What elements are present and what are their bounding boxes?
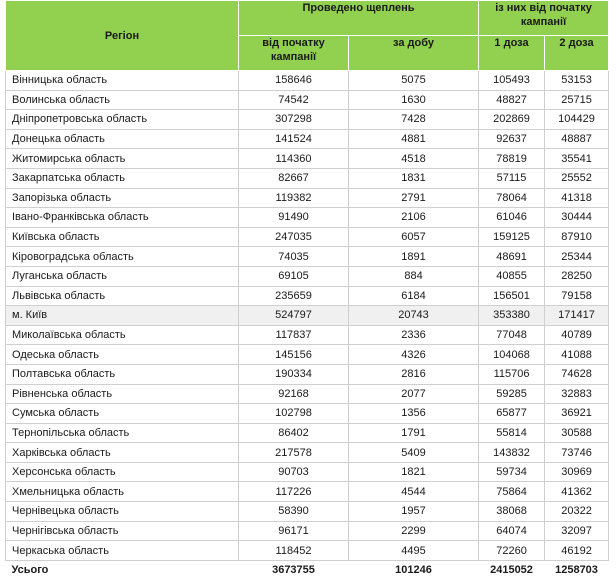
cell-per-day: 2791 xyxy=(349,188,479,208)
total-per-day: 101246 xyxy=(395,564,432,577)
cell-dose1: 105493 xyxy=(479,71,545,91)
table-body xyxy=(6,71,609,580)
header-since-start: від початку кампанії xyxy=(239,36,349,71)
table-row xyxy=(6,168,609,188)
cell-since-start: 235659 xyxy=(239,286,349,306)
cell-dose2: 48887 xyxy=(545,129,609,149)
cell-per-day: 20743 xyxy=(349,306,479,326)
cell-dose2: 40789 xyxy=(545,325,609,345)
cell-dose1: 115706 xyxy=(479,364,545,384)
region-name: Луганська область xyxy=(6,266,239,286)
cell-since-start: 86402 xyxy=(239,423,349,443)
cell-dose2: 79158 xyxy=(545,286,609,306)
cell-dose1: 59734 xyxy=(479,462,545,482)
table-row xyxy=(6,482,609,502)
cell-per-day: 4544 xyxy=(349,482,479,502)
total-dose1: 2415052 xyxy=(490,564,533,577)
table-row xyxy=(6,247,609,267)
cell-dose2: 104429 xyxy=(545,110,609,130)
table-row xyxy=(6,227,609,247)
cell-dose1: 48827 xyxy=(479,90,545,110)
cell-dose2: 46192 xyxy=(545,541,609,561)
cell-dose2: 35541 xyxy=(545,149,609,169)
cell-per-day: 4495 xyxy=(349,541,479,561)
cell-since-start: 117226 xyxy=(239,482,349,502)
region-name: Закарпатська область xyxy=(6,168,239,188)
table-row xyxy=(6,521,609,541)
table-row xyxy=(6,384,609,404)
cell-since-start: 69105 xyxy=(239,266,349,286)
cell-since-start: 114360 xyxy=(239,149,349,169)
cell-dose2: 25344 xyxy=(545,247,609,267)
region-name: Рівненська область xyxy=(6,384,239,404)
cell-dose1: 202869 xyxy=(479,110,545,130)
cell-dose2: 32883 xyxy=(545,384,609,404)
cell-dose2: 25552 xyxy=(545,168,609,188)
cell-per-day: 1831 xyxy=(349,168,479,188)
vaccination-table-container xyxy=(5,0,608,579)
cell-dose2: 32097 xyxy=(545,521,609,541)
region-name: Чернівецька область xyxy=(6,502,239,522)
region-name: Житомирська область xyxy=(6,149,239,169)
cell-per-day: 2299 xyxy=(349,521,479,541)
cell-dose2: 171417 xyxy=(545,306,609,326)
cell-since-start: 118452 xyxy=(239,541,349,561)
region-name: Львівська область xyxy=(6,286,239,306)
total-dose2: 1258703 xyxy=(555,564,598,577)
cell-dose1: 353380 xyxy=(479,306,545,326)
cell-since-start: 74542 xyxy=(239,90,349,110)
total-row xyxy=(6,560,609,579)
cell-since-start: 247035 xyxy=(239,227,349,247)
cell-per-day: 2816 xyxy=(349,364,479,384)
cell-per-day: 7428 xyxy=(349,110,479,130)
table-row xyxy=(6,443,609,463)
cell-per-day: 1630 xyxy=(349,90,479,110)
region-name: Тернопільська область xyxy=(6,423,239,443)
cell-dose2: 41318 xyxy=(545,188,609,208)
region-name: Київська область xyxy=(6,227,239,247)
cell-since-start: 58390 xyxy=(239,502,349,522)
table-row xyxy=(6,541,609,561)
cell-since-start: 145156 xyxy=(239,345,349,365)
region-name: м. Київ xyxy=(6,306,239,326)
cell-dose1: 156501 xyxy=(479,286,545,306)
cell-since-start: 524797 xyxy=(239,306,349,326)
cell-since-start: 158646 xyxy=(239,71,349,91)
region-name: Кіровоградська область xyxy=(6,247,239,267)
table-row xyxy=(6,71,609,91)
table-row xyxy=(6,306,609,326)
cell-dose1: 38068 xyxy=(479,502,545,522)
table-row xyxy=(6,502,609,522)
cell-since-start: 190334 xyxy=(239,364,349,384)
cell-dose2: 36921 xyxy=(545,404,609,424)
cell-since-start: 96171 xyxy=(239,521,349,541)
cell-dose2: 74628 xyxy=(545,364,609,384)
region-name: Херсонська область xyxy=(6,462,239,482)
cell-dose1: 143832 xyxy=(479,443,545,463)
header-dose2: 2 доза xyxy=(545,36,609,71)
table-row xyxy=(6,404,609,424)
cell-per-day: 1791 xyxy=(349,423,479,443)
table-row xyxy=(6,208,609,228)
table-row xyxy=(6,462,609,482)
region-name: Миколаївська область xyxy=(6,325,239,345)
table-row xyxy=(6,266,609,286)
cell-dose1: 55814 xyxy=(479,423,545,443)
cell-dose1: 40855 xyxy=(479,266,545,286)
cell-since-start: 90703 xyxy=(239,462,349,482)
table-header xyxy=(6,1,609,71)
header-dose1: 1 доза xyxy=(479,36,545,71)
cell-dose1: 78819 xyxy=(479,149,545,169)
region-name: Харківська область xyxy=(6,443,239,463)
table-row xyxy=(6,188,609,208)
header-vaccinations: Проведено щеплень xyxy=(239,1,479,36)
cell-dose2: 30444 xyxy=(545,208,609,228)
region-name: Волинська область xyxy=(6,90,239,110)
cell-dose2: 30588 xyxy=(545,423,609,443)
region-name: Полтавська область xyxy=(6,364,239,384)
cell-dose2: 28250 xyxy=(545,266,609,286)
table-row xyxy=(6,129,609,149)
cell-dose1: 48691 xyxy=(479,247,545,267)
cell-dose1: 92637 xyxy=(479,129,545,149)
cell-per-day: 5075 xyxy=(349,71,479,91)
cell-per-day: 5409 xyxy=(349,443,479,463)
header-region: Регіон xyxy=(6,1,239,71)
cell-per-day: 6057 xyxy=(349,227,479,247)
cell-dose1: 159125 xyxy=(479,227,545,247)
cell-per-day: 2336 xyxy=(349,325,479,345)
table-row xyxy=(6,364,609,384)
cell-dose1: 77048 xyxy=(479,325,545,345)
cell-dose1: 65877 xyxy=(479,404,545,424)
cell-dose1: 57115 xyxy=(479,168,545,188)
region-name: Сумська область xyxy=(6,404,239,424)
table-row xyxy=(6,423,609,443)
cell-per-day: 1957 xyxy=(349,502,479,522)
cell-dose2: 53153 xyxy=(545,71,609,91)
cell-per-day: 2106 xyxy=(349,208,479,228)
header-since-start-group: із них від початку кампанії xyxy=(479,1,609,36)
cell-per-day: 884 xyxy=(349,266,479,286)
region-name: Донецька область xyxy=(6,129,239,149)
table-row xyxy=(6,325,609,345)
cell-dose1: 64074 xyxy=(479,521,545,541)
cell-dose2: 87910 xyxy=(545,227,609,247)
header-per-day: за добу xyxy=(349,36,479,71)
cell-dose2: 41362 xyxy=(545,482,609,502)
cell-dose1: 104068 xyxy=(479,345,545,365)
total-label: Усього xyxy=(11,564,49,577)
cell-since-start: 141524 xyxy=(239,129,349,149)
region-name: Івано-Франківська область xyxy=(6,208,239,228)
cell-dose1: 75864 xyxy=(479,482,545,502)
cell-per-day: 6184 xyxy=(349,286,479,306)
cell-since-start: 117837 xyxy=(239,325,349,345)
cell-since-start: 74035 xyxy=(239,247,349,267)
table-row xyxy=(6,90,609,110)
region-name: Одеська область xyxy=(6,345,239,365)
table-row xyxy=(6,110,609,130)
table-row xyxy=(6,149,609,169)
cell-since-start: 217578 xyxy=(239,443,349,463)
cell-per-day: 1356 xyxy=(349,404,479,424)
cell-per-day: 4518 xyxy=(349,149,479,169)
cell-per-day: 2077 xyxy=(349,384,479,404)
cell-dose2: 30969 xyxy=(545,462,609,482)
cell-since-start: 307298 xyxy=(239,110,349,130)
cell-dose1: 72260 xyxy=(479,541,545,561)
total-since-start: 3673755 xyxy=(272,564,315,577)
region-name: Запорізька область xyxy=(6,188,239,208)
table-row xyxy=(6,286,609,306)
cell-since-start: 91490 xyxy=(239,208,349,228)
cell-per-day: 1821 xyxy=(349,462,479,482)
region-name: Вінницька область xyxy=(6,71,239,91)
region-name: Дніпропетровська область xyxy=(6,110,239,130)
cell-since-start: 92168 xyxy=(239,384,349,404)
cell-dose1: 59285 xyxy=(479,384,545,404)
cell-since-start: 102798 xyxy=(239,404,349,424)
cell-dose2: 20322 xyxy=(545,502,609,522)
cell-dose2: 41088 xyxy=(545,345,609,365)
table-row xyxy=(6,345,609,365)
cell-dose1: 78064 xyxy=(479,188,545,208)
region-name: Чернігівська область xyxy=(6,521,239,541)
vaccination-table xyxy=(5,0,609,579)
region-name: Черкаська область xyxy=(6,541,239,561)
cell-since-start: 82667 xyxy=(239,168,349,188)
cell-dose2: 25715 xyxy=(545,90,609,110)
cell-per-day: 4881 xyxy=(349,129,479,149)
cell-per-day: 4326 xyxy=(349,345,479,365)
cell-dose1: 61046 xyxy=(479,208,545,228)
cell-dose2: 73746 xyxy=(545,443,609,463)
cell-since-start: 119382 xyxy=(239,188,349,208)
cell-per-day: 1891 xyxy=(349,247,479,267)
region-name: Хмельницька область xyxy=(6,482,239,502)
